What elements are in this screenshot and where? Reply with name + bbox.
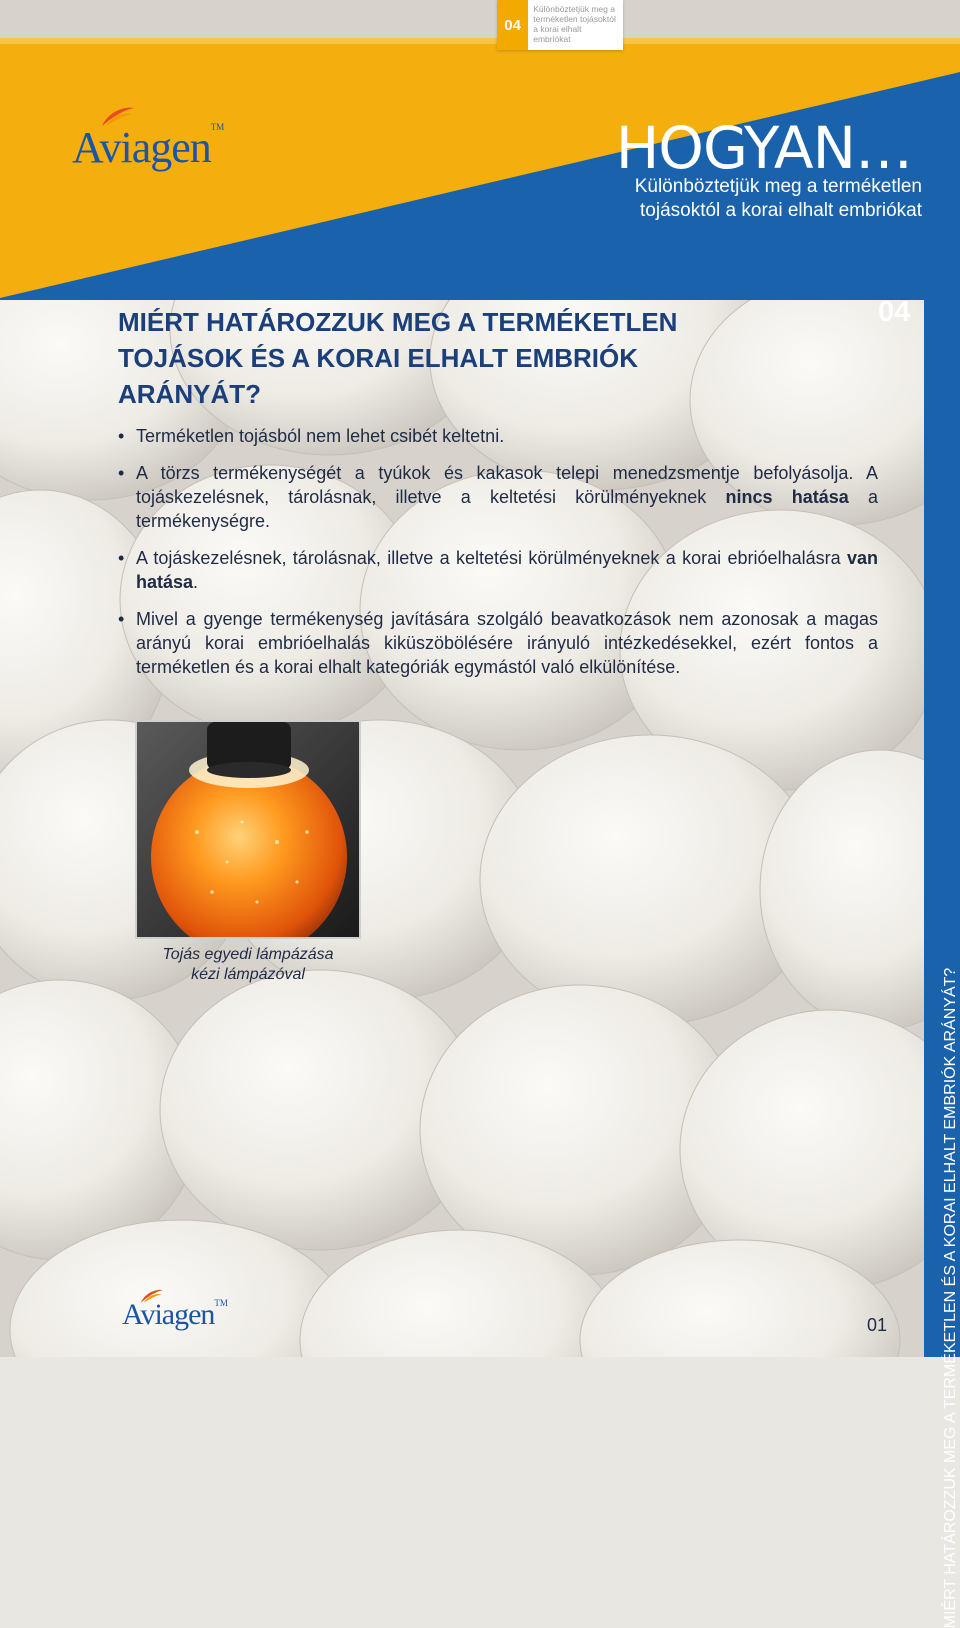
main-title: HOGYAN… xyxy=(615,114,912,182)
list-item: • A tojáskezelésnek, tárolásnak, illetve a keltetési körülményeknek a korai ebrióelhalásra van hatása. xyxy=(118,546,878,594)
page-title: MIÉRT HATÁROZZUK MEG A TERMÉKETLEN TOJÁSOK ÉS A KORAI ELHALT EMBRIÓK ARÁNYÁT? xyxy=(118,307,678,409)
section-tab xyxy=(497,0,623,50)
footer-aviagen-logo: Aviagen™ xyxy=(122,1298,228,1331)
header-subtitle: Különböztetjük meg a terméketlen tojásoktól a korai elhalt embriókat xyxy=(634,176,922,221)
side-vertical-text: MIÉRT HATÁROZZUK MEG A TERMÉKETLEN ÉS A KORAI ELHALT EMBRIÓK ARÁNYÁT? xyxy=(942,967,959,1628)
tab-number: 04 xyxy=(497,0,528,50)
page-number: 01 xyxy=(867,1315,888,1335)
photo-caption: Tojás egyedi lámpázása kézi lámpázóval xyxy=(162,946,334,983)
aviagen-logo: Aviagen™ xyxy=(72,122,225,172)
bullet-list xyxy=(118,424,878,692)
candling-egg-image xyxy=(137,722,359,937)
candling-photo xyxy=(135,720,361,939)
list-item: • Mivel a gyenge termékenység javítására szolgáló beavatkozások nem azonosak a magas arányú korai embrióelhalás kiküszöbölésére irányuló intézkedésekkel, ezért fontos a terméketlen és a korai elhalt kategóriák egymástól való elkülönítése. xyxy=(118,607,878,679)
side-strip xyxy=(924,268,960,1628)
section-number: 04 xyxy=(878,296,911,328)
list-item: • Terméketlen tojásból nem lehet csibét keltetni. xyxy=(118,424,878,448)
list-item: • A törzs termékenységét a tyúkok és kakasok telepi menedzsmentje befolyásolja. A tojáskezelésnek, tárolásnak, illetve a keltetési körülményeknek nincs hatása a termékenységre. xyxy=(118,461,878,533)
tab-text: Különböztetjük meg a terméketlen tojásoktól a korai elhalt embriókat xyxy=(533,4,616,44)
